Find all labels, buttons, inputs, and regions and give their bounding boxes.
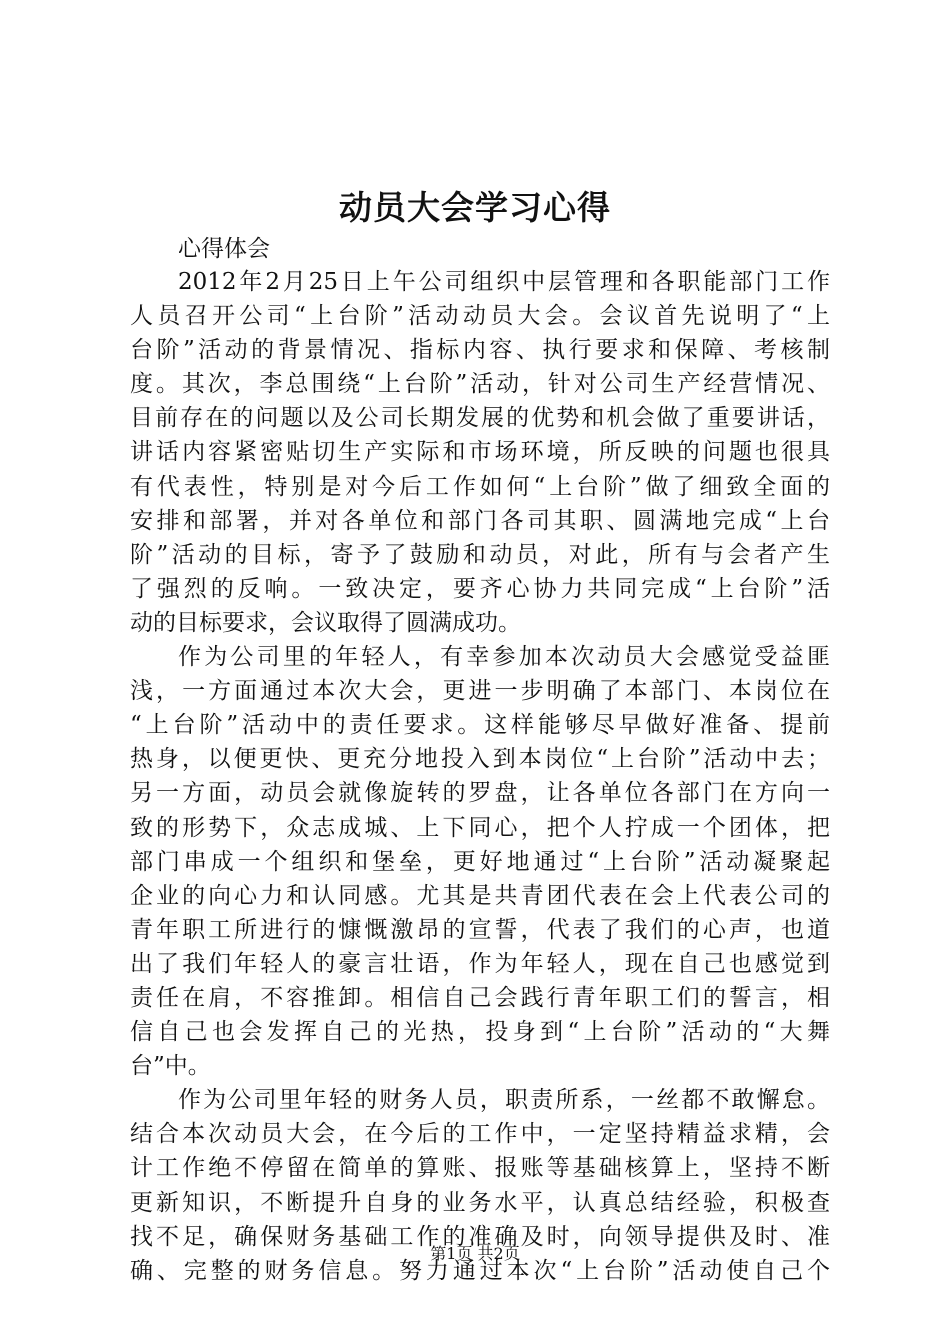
body-line: 动的目标要求，会议取得了圆满成功。: [130, 609, 521, 636]
body-line: 阶”活动的目标，寄予了鼓励和动员，对此，所有与会者产生: [130, 541, 830, 568]
document-subheading: 心得体会: [178, 236, 270, 262]
body-line: 讲话内容紧密贴切生产实际和市场环境，所反映的问题也很具: [130, 439, 830, 466]
body-line: 有代表性，特别是对今后工作如何“上台阶”做了细致全面的: [130, 473, 830, 500]
body-line: 确、完整的财务信息。努力通过本次“上台阶”活动使自己个: [130, 1257, 830, 1284]
body-line: 作为公司里年轻的财务人员，职责所系，一丝都不敢懈怠。: [178, 1087, 830, 1114]
body-line: 企业的向心力和认同感。尤其是共青团代表在会上代表公司的: [130, 882, 830, 909]
body-line: 度。其次，李总围绕“上台阶”活动，针对公司生产经营情况、: [130, 371, 830, 398]
page-footer: 第1页 共2页: [430, 1244, 520, 1263]
body-line: 热身，以便更快、更充分地投入到本岗位“上台阶”活动中去；: [130, 746, 830, 773]
body-line: 部门串成一个组织和堡垒，更好地通过“上台阶”活动凝聚起: [130, 848, 830, 875]
body-line: 了强烈的反响。一致决定，要齐心协力共同完成“上台阶”活: [130, 575, 830, 602]
body-line: 台”中。: [130, 1053, 211, 1080]
body-line: 浅，一方面通过本次大会，更进一步明确了本部门、本岗位在: [130, 678, 830, 705]
body-line: 人员召开公司“上台阶”活动动员大会。会议首先说明了“上: [130, 303, 830, 330]
body-line: 责任在肩，不容推卸。相信自己会践行青年职工们的誓言，相: [130, 984, 830, 1011]
body-line: 青年职工所进行的慷慨激昂的宣誓，代表了我们的心声，也道: [130, 916, 830, 943]
body-line: 找不足，确保财务基础工作的准确及时，向领导提供及时、准: [130, 1223, 830, 1250]
document-body: [130, 265, 830, 1288]
body-line: 目前存在的问题以及公司长期发展的优势和机会做了重要讲话，: [130, 405, 830, 432]
body-line: 2012年2月25日上午公司组织中层管理和各职能部门工作: [178, 269, 830, 295]
body-line: 计工作绝不停留在简单的算账、报账等基础核算上，坚持不断: [130, 1155, 830, 1182]
body-line: 安排和部署，并对各单位和部门各司其职、圆满地完成“上台: [130, 507, 830, 534]
body-line: 致的形势下，众志成城、上下同心，把个人拧成一个团体，把: [130, 814, 830, 841]
body-line: 另一方面，动员会就像旋转的罗盘，让各单位各部门在方向一: [130, 780, 830, 807]
body-line: 作为公司里的年轻人，有幸参加本次动员大会感觉受益匪: [178, 644, 830, 671]
body-line: 结合本次动员大会，在今后的工作中，一定坚持精益求精，会: [130, 1121, 830, 1148]
body-line: 出了我们年轻人的豪言壮语，作为年轻人，现在自己也感觉到: [130, 950, 830, 977]
body-line: 信自己也会发挥自己的光热，投身到“上台阶”活动的“大舞: [130, 1019, 830, 1046]
body-line: “上台阶”活动中的责任要求。这样能够尽早做好准备、提前: [130, 712, 830, 739]
body-line: 更新知识，不断提升自身的业务水平，认真总结经验，积极查: [130, 1189, 830, 1216]
document-title: 动员大会学习心得: [339, 188, 611, 227]
body-line: 台阶”活动的背景情况、指标内容、执行要求和保障、考核制: [130, 337, 830, 364]
